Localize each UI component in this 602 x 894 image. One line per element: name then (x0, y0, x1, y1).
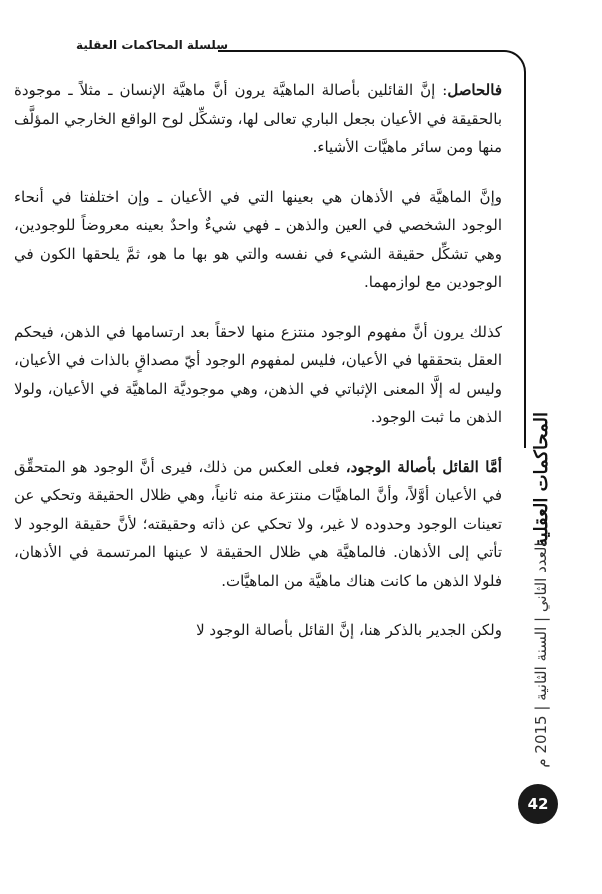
paragraph-2 (14, 183, 502, 297)
series-title: سلسلة المحاكمات العقلية (76, 38, 228, 52)
frame-side-line (524, 308, 526, 448)
issue-info: العدد الثاني | السنة الثانية | 2015 م (532, 542, 550, 768)
paragraph-text: كذلك يرون أنَّ مفهوم الوجود منتزع منها لاحقاً بعد ارتسامها في الذهن، فيحكم العقل بتحققها في الأعيان، فليس لمفهوم الوجود أيّ مصداقٍ بالذات في الأعيان، وليس له إلَّا المعنى الإثباتي في الذهن، وهي موجوديَّة الماهيَّة في الأعيان، ولولا الذهن ما ثبت الوجود. (14, 322, 502, 426)
paragraph-text: فعلى العكس من ذلك، فيرى أنَّ الوجود هو المتحقِّق في الأعيان أوَّلاً، وأنَّ الماهيَّات منتزعة منه ثانياً، وهي ظلال الحقيقة وتحكي عن تعينات الوجود وحدوده لا غير، ولا تحكي عن ذاته وحقيقته؛ لأنَّ حقيقة الوجود لا تأتي إلى الأذهان. فالماهيَّة هي ظلال الحقيقة لا عينها المرتسمة في الأذهان، فلولا الذهن ما كانت هناك ماهيَّة من الماهيَّات. (14, 457, 502, 590)
paragraph-text: ولكن الجدير بالذكر هنا، إنَّ القائل بأصالة الوجود لا (196, 621, 502, 639)
paragraph-5 (14, 616, 502, 645)
article-body (14, 76, 502, 666)
paragraph-text: وإنَّ الماهيَّة في الأذهان هي بعينها التي في الأعيان ـ وإن اختلفتا في أنحاء الوجود الشخصي في العين والذهن ـ فهي شيءٌ واحدٌ بعينه معروضاً للوجودين، وهي تشكِّل حقيقة الشيء في نفسه والتي هو بها ما هو، ثمَّ يلحقها الكون في الوجودين مع لوازمهما. (14, 187, 502, 291)
paragraph-3 (14, 318, 502, 432)
page-number-badge: 42 (518, 784, 558, 824)
paragraph-1 (14, 76, 502, 162)
paragraph-lead: فالحاصل (447, 81, 502, 99)
paragraph-lead: أمَّا القائل بأصالة الوجود، (345, 457, 502, 476)
paragraph-text: : إنَّ القائلين بأصالة الماهيَّة يرون أنَّ ماهيَّة الإنسان ـ مثلاً ـ موجودة بالحقيقة في الأعيان بجعل الباري تعالى لها، وتشكِّل لوح الواقع الخارجي المؤلَّف منها ومن سائر ماهيَّات الأشياء. (14, 81, 502, 156)
paragraph-4 (14, 453, 502, 596)
journal-logo-text: المحاكمات العقلية (530, 411, 552, 547)
